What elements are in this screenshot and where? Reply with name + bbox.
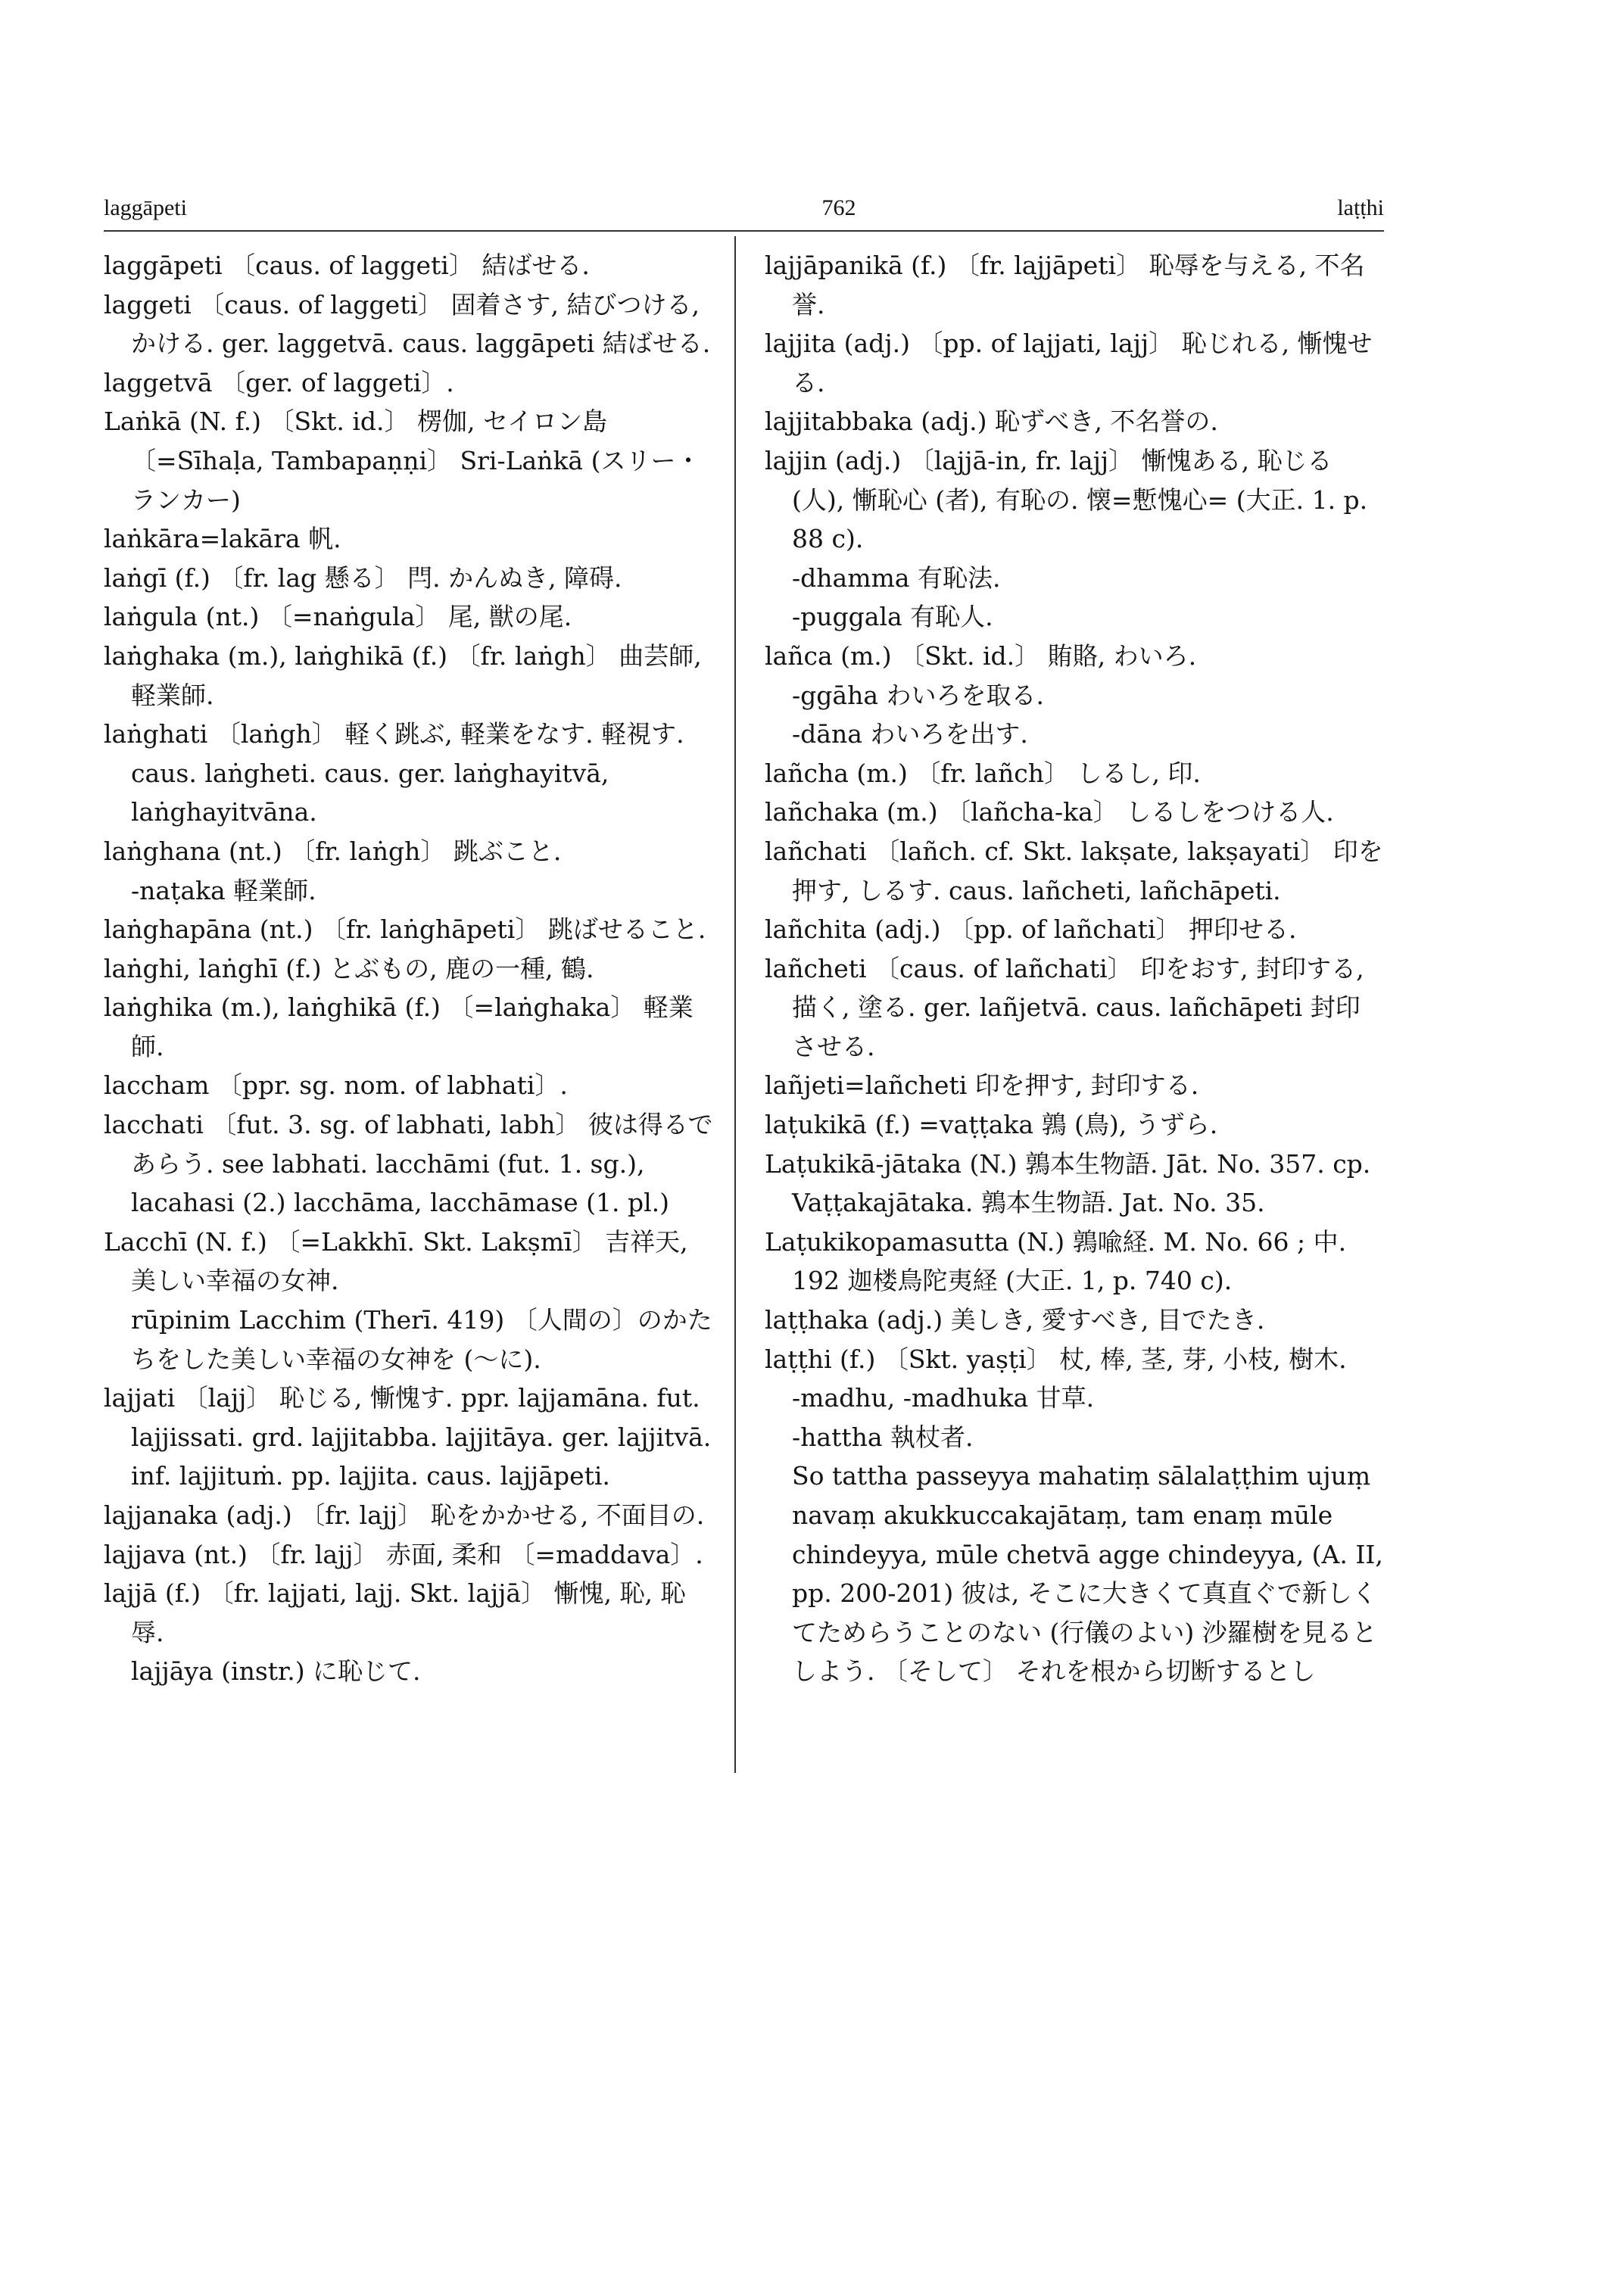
- sub-entry: rūpinim Lacchim (Therī. 419) 〔人間の〕のかたちをした美しい幸福の女神を (～に).: [131, 1305, 712, 1374]
- entry: lajjati 〔lajj〕 恥じる, 慚愧す. ppr. lajjamāna. fut. lajjissati. grd. lajjitabba. lajjitāya. ger. lajjitvā. inf. lajjituṁ. pp. lajjita. caus. lajjāpeti.: [104, 1383, 712, 1491]
- sub-entry: lajjāya (instr.) に恥じて.: [131, 1656, 421, 1687]
- sub-entry: -naṭaka 軽業師.: [131, 875, 316, 905]
- entry: lajjanaka (adj.) 〔fr. lajj〕 恥をかかせる, 不面目の.: [104, 1500, 705, 1530]
- entry: Laṭukikā-jātaka (N.) 鶉本生物語. Jāt. No. 357. cp. Vaṭṭakajātaka. 鶉本生物語. Jat. No. 35.: [765, 1148, 1371, 1218]
- entry: lañchaka (m.) 〔lañcha-ka〕 しるしをつける人.: [765, 797, 1334, 827]
- entry: Laṭukikopamasutta (N.) 鶉喩経. M. No. 66 ; 中. 192 迦楼鳥陀夷経 (大正. 1, p. 740 c).: [765, 1226, 1347, 1296]
- sub-entry: -dhamma 有恥法.: [792, 562, 1001, 593]
- entry: lañcha (m.) 〔fr. lañch〕 しるし, 印.: [765, 758, 1201, 788]
- entry: lañcheti 〔caus. of lañchati〕 印をおす, 封印する, 描く, 塗る. ger. lañjetvā. caus. lañchāpeti 封印させる.: [765, 953, 1364, 1061]
- entry: laṭukikā (f.) =vaṭṭaka 鶉 (鳥), うずら.: [765, 1110, 1218, 1140]
- header-right-guide-word: laṭṭhi: [1337, 195, 1384, 220]
- left-column: [104, 246, 715, 1691]
- entry: laggetvā 〔ger. of laggeti〕.: [104, 367, 454, 397]
- right-column: [765, 246, 1384, 1691]
- entry: laṅkāra=lakāra 帆.: [104, 524, 341, 554]
- sub-entry: -puggala 有恥人.: [792, 602, 993, 632]
- entry: laṭṭhi (f.) 〔Skt. yaṣṭi〕 杖, 棒, 茎, 芽, 小枝, 樹木.: [765, 1344, 1347, 1374]
- entry: laṅghika (m.), laṅghikā (f.) 〔=laṅghaka〕 軽業師.: [104, 992, 694, 1061]
- entry: Lacchī (N. f.) 〔=Lakkhī. Skt. Lakṣmī〕 吉祥天, 美しい幸福の女神.: [104, 1226, 688, 1296]
- entry: laṅgula (nt.) 〔=naṅgula〕 尾, 獣の尾.: [104, 602, 572, 632]
- entry: lañca (m.) 〔Skt. id.〕 賄賂, わいろ.: [765, 640, 1197, 671]
- header-rule: [104, 230, 1384, 232]
- header-left-guide-word: laggāpeti: [104, 195, 187, 220]
- entry: laggeti 〔caus. of laggeti〕 固着さす, 結びつける, かける. ger. laggetvā. caus. laggāpeti 結ばせる.: [104, 289, 711, 359]
- entry: lajjita (adj.) 〔pp. of lajjati, lajj〕 恥じれる, 慚愧せる.: [765, 329, 1373, 397]
- entry: lañchati 〔lañch. cf. Skt. lakṣate, lakṣayati〕 印を押す, しるす. caus. lañcheti, lañchāpeti.: [765, 836, 1383, 905]
- entry: laṅghapāna (nt.) 〔fr. laṅghāpeti〕 跳ばせること.: [104, 914, 706, 945]
- entry: Laṅkā (N. f.) 〔Skt. id.〕 楞伽, セイロン島 〔=Sīhaḷa, Tambapaṇṇi〕 Sri-Laṅkā (スリー・ランカー): [104, 407, 701, 515]
- entry: laccham 〔ppr. sg. nom. of labhati〕.: [104, 1070, 568, 1101]
- entry: laṅgī (f.) 〔fr. lag 懸る〕 閂. かんぬき, 障碍.: [104, 562, 622, 593]
- quotation: So tattha passeyya mahatiṃ sālalaṭṭhim ujuṃ navaṃ akukkuccakajātaṃ, tam enaṃ mūle chindeyya, mūle chetvā agge chindeyya, (A. II, pp. 200-201) 彼は, そこに大きくて真直ぐで新しくてためらうことのない (行儀のよい) 沙羅樹を見るとしよう. 〔そして〕 それを根から切断するとし: [792, 1461, 1383, 1687]
- entry: lajjin (adj.) 〔lajjā-in, fr. lajj〕 慚愧ある, 恥じる (人), 慚恥心 (者), 有恥の. 懐=慙愧心= (大正. 1. p. 88 c).: [765, 445, 1368, 554]
- sub-entry: -dāna わいろを出す.: [792, 719, 1028, 749]
- entry: lajjitabbaka (adj.) 恥ずべき, 不名誉の.: [765, 407, 1218, 437]
- sub-entry: -hattha 執杖者.: [792, 1422, 974, 1452]
- entry: laggāpeti 〔caus. of laggeti〕 結ばせる.: [104, 251, 590, 280]
- entry: lajjāpanikā (f.) 〔fr. lajjāpeti〕 恥辱を与える, 不名誉.: [765, 251, 1365, 319]
- entry: laṭṭhaka (adj.) 美しき, 愛すべき, 目でたき.: [765, 1305, 1265, 1335]
- sub-entry: -madhu, -madhuka 甘草.: [792, 1383, 1095, 1413]
- entry: lajjava (nt.) 〔fr. lajj〕 赤面, 柔和 〔=maddava〕.: [104, 1539, 703, 1569]
- entry: laṅghi, laṅghī (f.) とぶもの, 鹿の一種, 鶴.: [104, 953, 594, 983]
- entry: laṅghati 〔laṅgh〕 軽く跳ぶ, 軽業をなす. 軽視す. caus. laṅgheti. caus. ger. laṅghayitvā, laṅghayitvāna.: [104, 719, 684, 827]
- column-divider: [734, 236, 736, 1773]
- entry: lacchati 〔fut. 3. sg. of labhati, labh〕 彼は得るであらう. see labhati. lacchāmi (fut. 1. sg.), lacahasi (2.) lacchāma, lacchāmase (1. pl.): [104, 1110, 713, 1218]
- entry: laṅghaka (m.), laṅghikā (f.) 〔fr. laṅgh〕 曲芸師, 軽業師.: [104, 640, 702, 710]
- entry: lajjā (f.) 〔fr. lajjati, lajj. Skt. lajjā〕 慚愧, 恥, 恥辱.: [104, 1578, 686, 1647]
- entry: lañjeti=lañcheti 印を押す, 封印する.: [765, 1070, 1199, 1101]
- page-number: 762: [821, 195, 856, 220]
- entry: lañchita (adj.) 〔pp. of lañchati〕 押印せる.: [765, 914, 1297, 945]
- entry: laṅghana (nt.) 〔fr. laṅgh〕 跳ぶこと.: [104, 836, 562, 866]
- sub-entry: -ggāha わいろを取る.: [792, 680, 1044, 710]
